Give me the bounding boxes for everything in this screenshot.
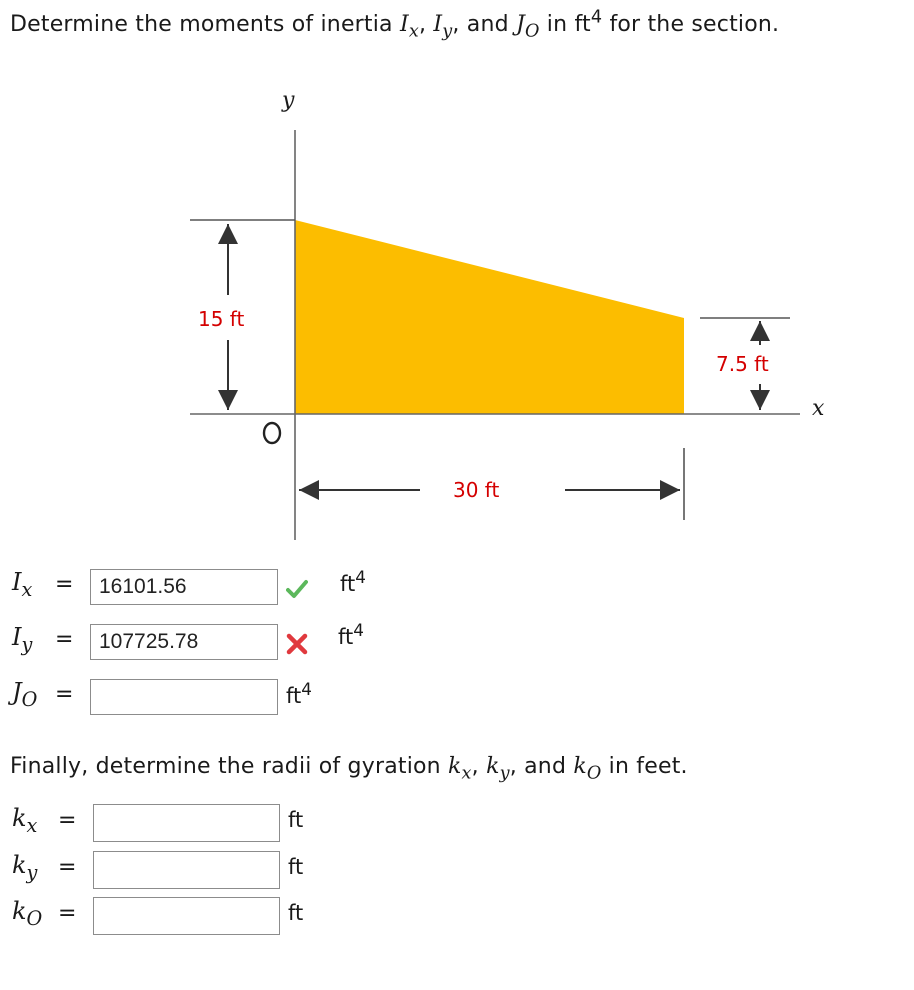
ky-input[interactable]: [93, 851, 280, 889]
sym-ko: $k_O$: [573, 754, 602, 784]
iy-input[interactable]: 107725.78: [90, 624, 278, 660]
kx-input[interactable]: [93, 804, 280, 842]
answer-row-Ix: $I_x$ = 16101.56 $ft^4$: [0, 568, 914, 608]
cross-icon: [286, 633, 308, 655]
axis-x-label: x: [812, 396, 825, 421]
question2-text: Finally, determine the radii of gyration $k_x$, $k_y$, and $k_O$ in feet.: [10, 754, 688, 784]
trapezoid-section: [295, 220, 684, 414]
radius-row-ky: $k_y$ = ft: [0, 851, 914, 891]
label-ky: $k_y$: [12, 851, 38, 884]
unit-ft4: $ft^4$: [286, 679, 312, 708]
sym-Jo: $J_O$: [515, 12, 540, 42]
label-Ix: $I_x$: [12, 568, 33, 601]
sym-Ix: $I_x$: [399, 12, 419, 42]
radius-row-ko: $k_O$ = ft: [0, 897, 914, 937]
origin-marker: [264, 423, 280, 443]
sym-ky: $k_y$: [486, 754, 510, 784]
unit-ft4: $ft^4$: [340, 567, 366, 596]
label-Iy: $I_y$: [12, 623, 33, 656]
jo-input[interactable]: [90, 679, 278, 715]
label-ko: $k_O$: [12, 897, 43, 930]
answer-row-Iy: $I_y$ = 107725.78 $ft^4$: [0, 623, 914, 663]
unit-ft: ft: [288, 808, 304, 832]
question-text: Determine the moments of inertia $I_x$, $I_y$, and $J_O$ in $ft^4$ for the section.: [10, 7, 780, 42]
sym-kx: $k_x$: [448, 754, 472, 784]
section-figure: [0, 80, 914, 540]
answer-row-Jo: $J_O$ = $ft^4$: [0, 678, 914, 718]
ko-input[interactable]: [93, 897, 280, 935]
unit-ft4: $ft^4$: [338, 620, 364, 649]
dim-left-label: 15 ft: [198, 307, 245, 331]
check-icon: [286, 578, 308, 600]
unit-ft: ft: [288, 855, 304, 879]
dim-right-label: 7.5 ft: [716, 352, 769, 376]
axis-y-label: y: [282, 88, 295, 113]
ix-input[interactable]: 16101.56: [90, 569, 278, 605]
unit-ft: ft: [288, 901, 304, 925]
dim-bottom-label: 30 ft: [453, 478, 500, 502]
sym-Iy: $I_y$: [433, 12, 453, 42]
label-kx: $k_x$: [12, 804, 38, 837]
radius-row-kx: $k_x$ = ft: [0, 804, 914, 844]
label-Jo: $J_O$: [12, 678, 38, 711]
